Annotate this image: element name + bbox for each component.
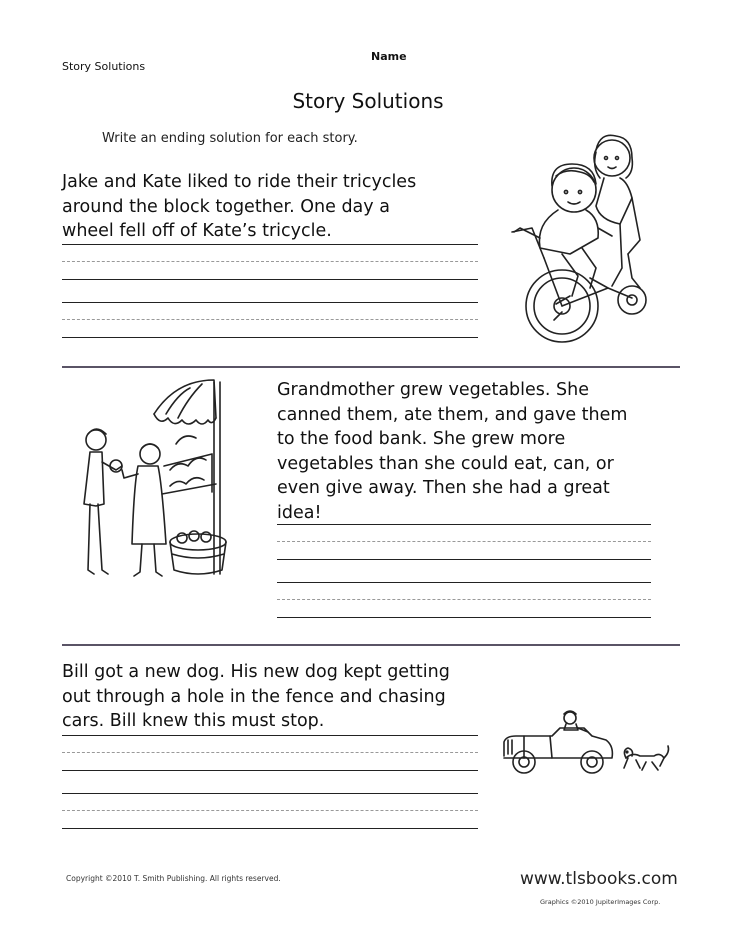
kids-on-tricycle-illustration [500,128,650,353]
writing-guide-line [62,752,478,753]
story-1-text [62,170,416,244]
copyright-notice: Copyright ©2010 T. Smith Publishing. All rights reserved. [66,874,281,883]
website-link[interactable]: www.tlsbooks.com [520,869,678,889]
story-line: even give away. Then she had a great [277,478,610,498]
story-line: Bill got a new dog. His new dog kept getting [62,662,450,682]
header-worksheet-label: Story Solutions [62,60,146,73]
story-line: cars. Bill knew this must stop. [62,711,325,731]
graphics-credit: Graphics ©2010 JupiterImages Corp. [540,898,661,906]
vegetable-stand-illustration [66,374,256,584]
writing-line[interactable] [277,582,651,583]
writing-line[interactable] [62,244,478,245]
car-and-dog-illustration [494,706,674,786]
writing-line[interactable] [62,279,478,280]
writing-line[interactable] [62,793,478,794]
writing-guide-line [277,599,651,600]
writing-line[interactable] [62,770,478,771]
writing-line[interactable] [277,559,651,560]
name-label: Name [371,50,407,63]
writing-line[interactable] [277,617,651,618]
story-line: around the block together. One day a [62,196,390,217]
section-divider [62,644,680,646]
writing-line[interactable] [62,337,478,338]
writing-line[interactable] [277,524,651,525]
writing-line[interactable] [62,302,478,303]
story-3-text [62,660,450,734]
section-divider [62,366,680,368]
writing-guide-line [62,261,478,262]
story-line: vegetables than she could eat, can, or [277,453,614,474]
story-line: wheel fell off of Kate’s tricycle. [62,221,332,241]
writing-line[interactable] [62,828,478,829]
page-title: Story Solutions [292,89,444,113]
instructions: Write an ending solution for each story. [102,131,358,146]
story-line: idea! [277,502,322,523]
story-line: to the food bank. She grew more [277,429,566,449]
story-line: Grandmother grew vegetables. She [277,380,590,400]
story-line: out through a hole in the fence and chasing [62,686,446,707]
story-2-text [277,378,627,525]
writing-guide-line [62,810,478,811]
writing-guide-line [62,319,478,320]
story-line: Jake and Kate liked to ride their tricycles [62,172,417,192]
story-line: canned them, ate them, and gave them [277,404,628,425]
writing-line[interactable] [62,735,478,736]
writing-guide-line [277,541,651,542]
